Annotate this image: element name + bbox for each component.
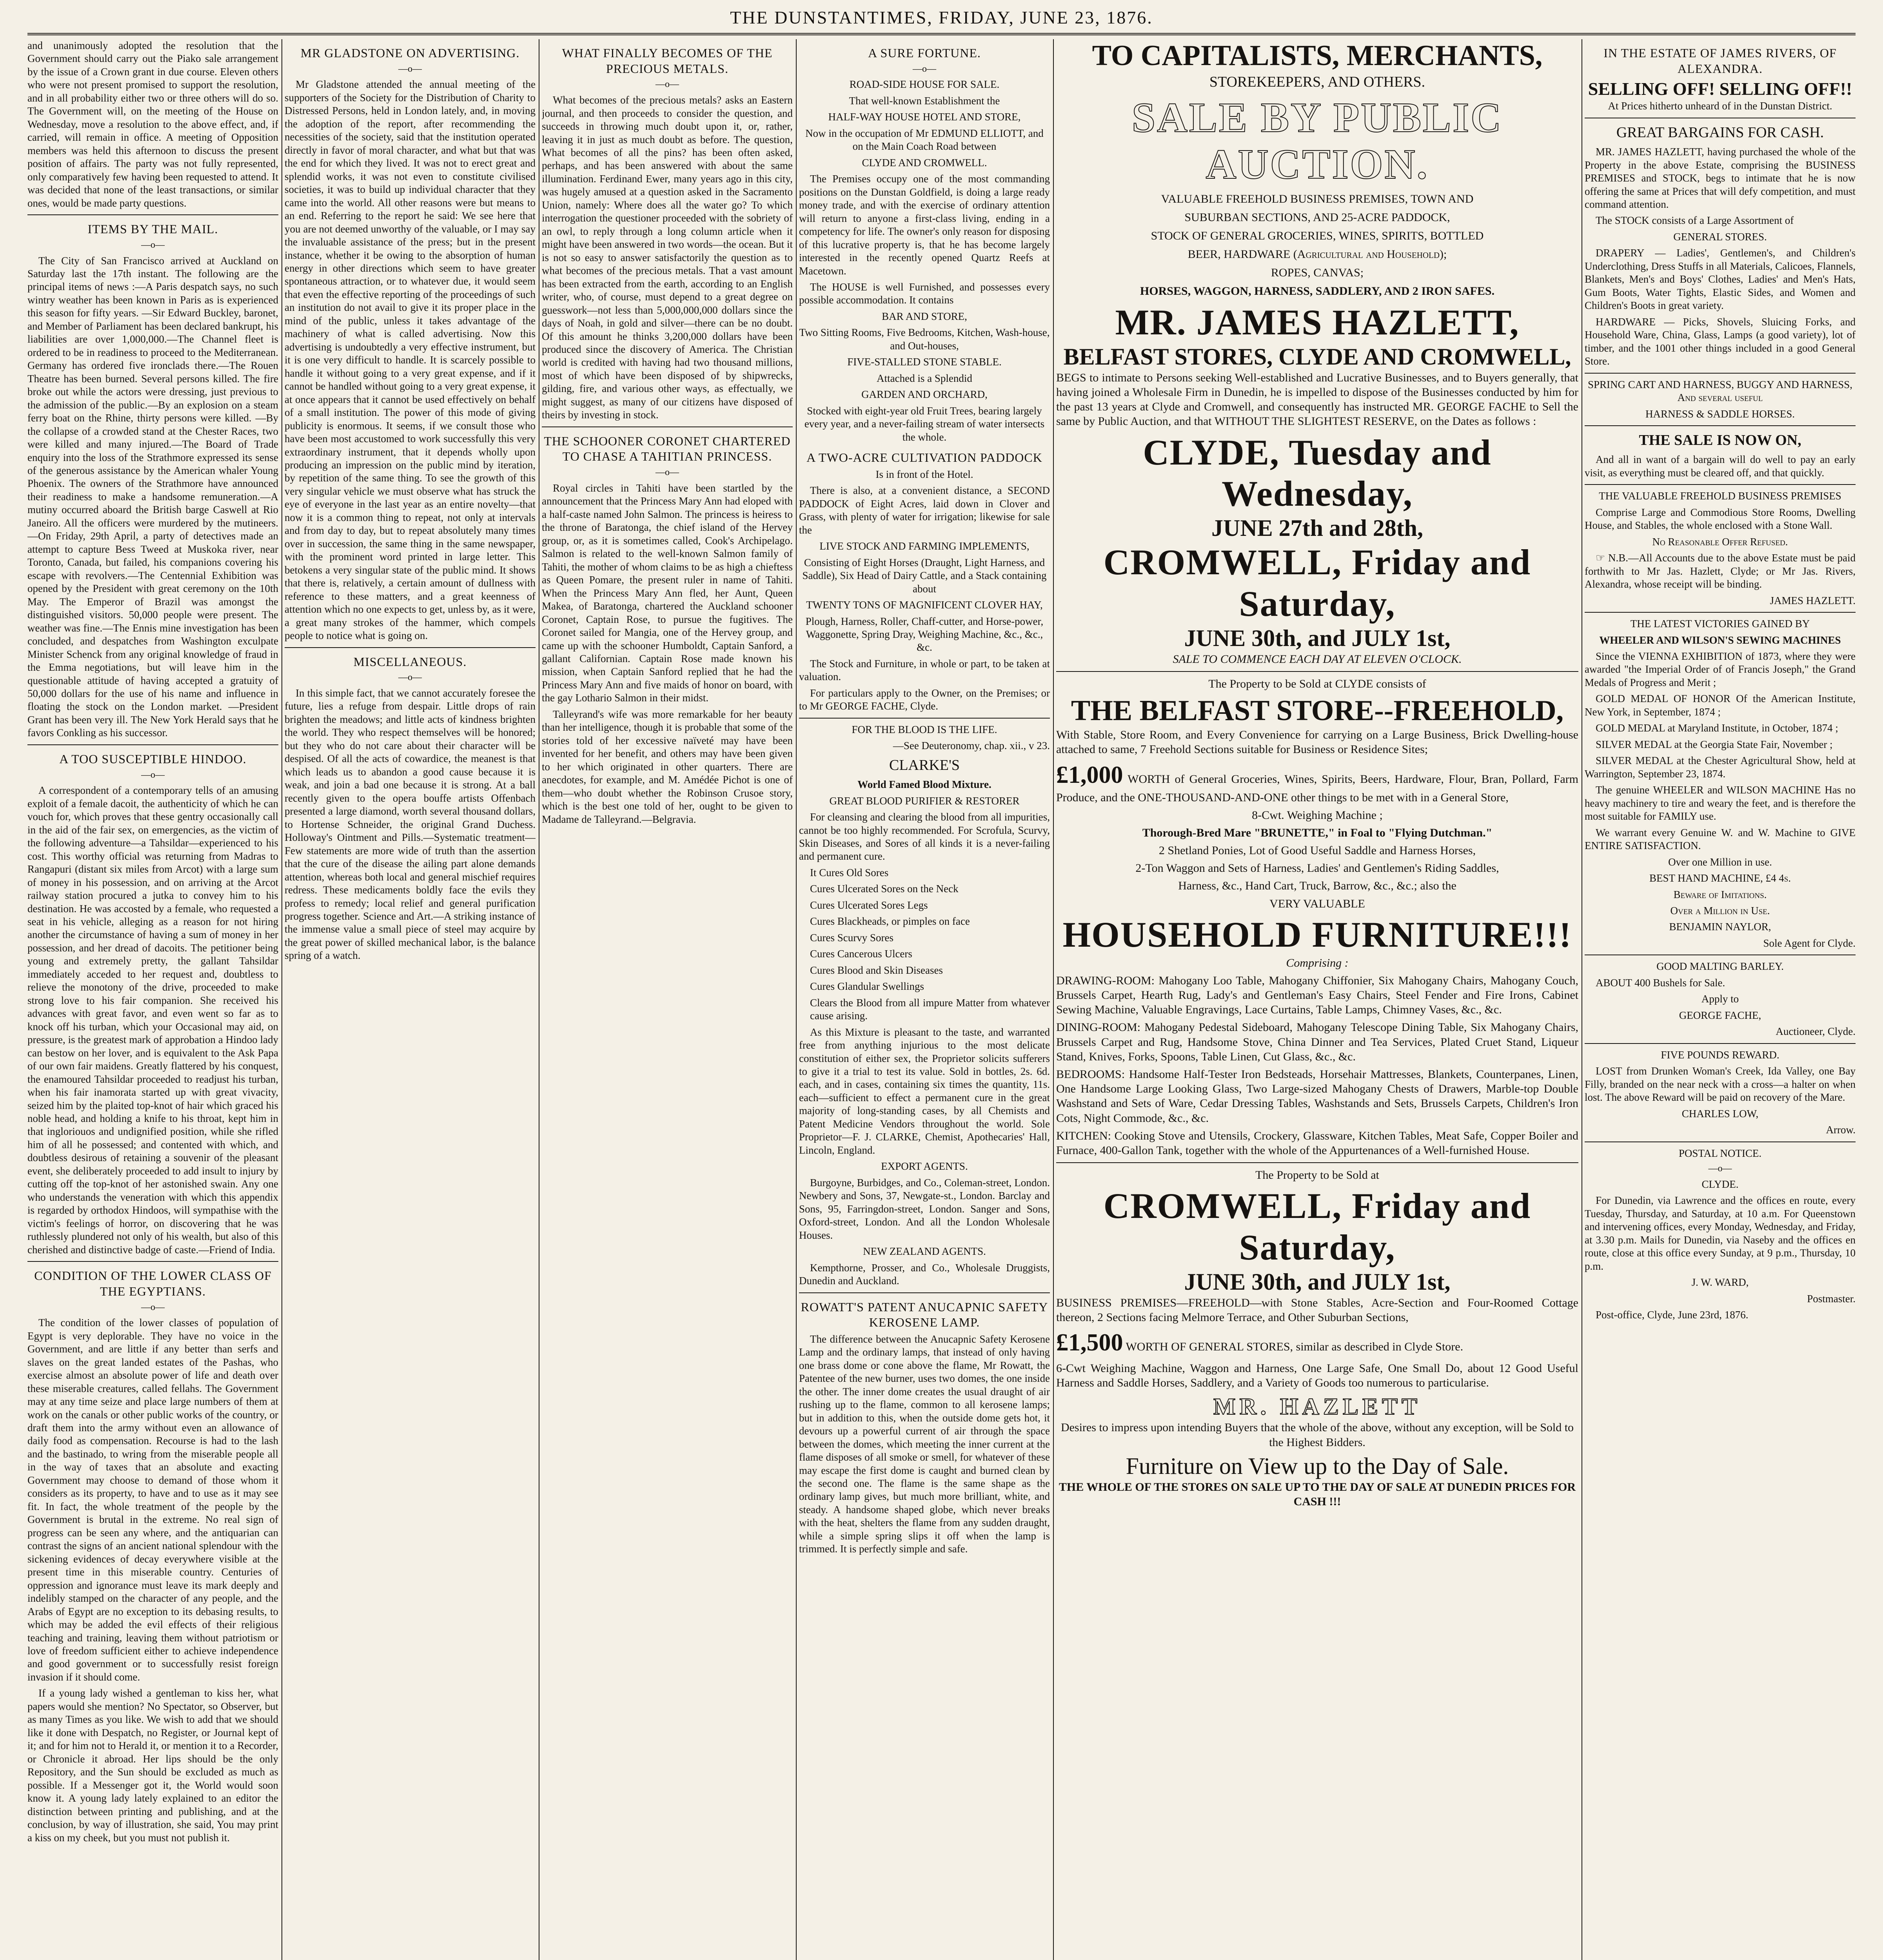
beware-imitations: Beware of Imitations. xyxy=(1673,888,1767,900)
ad-agents-body: Burgoyne, Burbidges, and Co., Coleman-street, London. Newbery and Sons, 37, Newgate-st., London. Barclay and Sons, 95, Farringdon-street, London. Sanger and Sons, Oxford-street, London. And all the London Wholesale Houses. xyxy=(799,1176,1050,1241)
column-5-auction-ad xyxy=(1056,39,1578,1960)
sale-date-cromwell: CROMWELL, Friday and Saturday, xyxy=(1103,542,1531,624)
ad-line: HORSES, WAGGON, HARNESS, SADDLERY, AND 2 IRON SAFES. xyxy=(1140,285,1495,298)
ad-subheadline: STOREKEEPERS, AND OTHERS. xyxy=(1209,74,1425,91)
ad-title-fortune: A SURE FORTUNE. xyxy=(868,46,981,60)
ad-line: GARDEN AND ORCHARD, xyxy=(861,388,988,401)
ad-line: Attached is a Splendid xyxy=(877,372,972,384)
ad-line: CLYDE AND CROMWELL. xyxy=(862,156,987,169)
freehold-premises: THE VALUABLE FREEHOLD BUSINESS PREMISES xyxy=(1599,490,1841,502)
post-office-date: Post-office, Clyde, June 23rd, 1876. xyxy=(1596,1308,1749,1321)
jw-ward: J. W. WARD, xyxy=(1691,1276,1749,1289)
ad-line: VALUABLE FREEHOLD BUSINESS PREMISES, TOWN AND xyxy=(1161,192,1474,206)
amount-1000-body: WORTH of General Groceries, Wines, Spirits, Beers, Hardware, Flour, Bran, Pollard, Farm Produce, and the ONE-THOUSAND-AND-ONE other things to be met with in a General Store, xyxy=(1056,772,1578,804)
clyde-intro: The Property to be Sold at CLYDE consists of xyxy=(1208,677,1426,690)
ad-note-stock: The Stock and Furniture, in whole or part, to be taken at valuation. xyxy=(799,657,1050,683)
george-fache: GEORGE FACHE, xyxy=(1679,1009,1761,1021)
auction-footer: THE WHOLE OF THE STORES ON SALE UP TO THE DAY OF SALE AT DUNEDIN PRICES FOR CASH !!! xyxy=(1059,1480,1576,1508)
ad-cure-item: Cures Scurvy Sores xyxy=(810,931,893,944)
ad-cure-item: Cures Ulcerated Sores Legs xyxy=(810,899,928,911)
bedrooms: BEDROOMS: Handsome Half-Tester Iron Bedsteads, Horsehair Mattresses, Blankets, Counterpanes, Linen, One Handsome Large Looking Glass, Two Large-sized Mahogany Chests of Drawers, Marble-top Double Washstand and Sets of Ware, Cedar Dressing Tables, Washstands and Sets, Brussels Carpets, Children's Iron Cots, Night Commode, &c., &c. xyxy=(1056,1067,1578,1125)
mare-brunette: Thorough-Bred Mare "BRUNETTE," in Foal to "Flying Dutchman." xyxy=(1142,826,1493,839)
article-body-misc: In this simple fact, that we cannot accurately foresee the future, lies a refuge from despair. Little drops of rain brighten the meadows; and little acts of kindness brighten the world. They who respect themselves will be honored; but they who do not care about their character will be despised. Of all the acts of cowardice, the meanest is that which leads us to abandon a good cause because it is weak, and join a bad one because it is strong. At a ball recently given to the opera bouffe artists Offenbach presented a large diamond, worth several thousand dollars, to Hortense Schneider, the original Grand Duchess. Holloway's Ointment and Pills.—Systematic treatment—Few statements are more wide of truth than the assertion that the cure of the disease the ailing part alone demands attention, whereas both local and general mischief requires redress. These medicaments boldly face the evils they profess to remedy; local relief and general purification progress together. Science and Art.—A striking instance of the immense value a small piece of steel may acquire by the great power of skilled mechanical labor, is the balance spring of a watch. xyxy=(285,687,536,962)
sale-date-cromwell-2-days: JUNE 30th, and JULY 1st, xyxy=(1184,1269,1451,1295)
sole-agent: Sole Agent for Clyde. xyxy=(1763,937,1856,949)
article-body-gladstone: Mr Gladstone attended the annual meeting of the supporters of the Society for the Distribution of Charity to Distressed Persons, held in London lately, and, in moving the adoption of the report, after recommending the necessities of the society, said that the institution operated directly in favor of moral character, and what but that was the end for which they lived. It was not to erect great and splendid works, it was not even to constitute civilised societies, it was to build up individual character that they came into the world. All other reasons were but means to an end. Referring to the report he said: We see here that you are not deemed unworthy of the valuable, or I may say the invaluable assistance of the press; but in the present instance, whether it be owing to the absorption of human energy in other directions which seem to have greater spontaneous attraction, or to whatever due, it would seem that even the effective reporting of the proceedings of such an institution do not avail to give it its proper place in the mind of the public, unless it takes advantage of the machinery of what is called advertising. Now this advertising is undoubtedly a very effective instrument, but it is one very difficult to handle. It is scarcely possible to handle it without going to a very great expense, and if it cannot be handled without going to a very great expense, it at once appears that it cannot be used effectively on behalf of a small institution. The power of this mode of giving publicity is enormous. It seems, if we consult those who have been most accustomed to work successfully this very extraordinary instrument, that it depends wholly upon producing an impression on the public mind by iteration, by repetition of the same thing. To see the growth of this very singular vehicle we must observe what has struck the eye of everyone in the last year as an entire novelty—that now it is a common thing to repeat, not only at intervals and from day to day, but to repeat absolutely many times over in succession, the same thing in the same newspaper, with the prominent word printed in large letter. This betokens a very singular state of the public mind. It shows that there is, relatively, a certain amount of dullness with reference to these matters, and a great keenness of attention which no one expects to get, unless by, as it were, a great many strokes of the hammer, which compels people to notice what is going on. xyxy=(285,78,536,642)
great-bargains: GREAT BARGAINS FOR CASH. xyxy=(1616,124,1824,141)
postal-notice: POSTAL NOTICE. xyxy=(1678,1147,1762,1159)
postal-body: For Dunedin, via Lawrence and the offices en route, every Tuesday, Thursday, and Saturday, at 10 a.m. For Queenstown and intervening offices, every Monday, Wednesday, and Friday, at 3.30 p.m. Mails for Dunedin, via Naseby and the offices en route, close at this office every Sunday, at 9 p.m., Thursday, 10 p.m. xyxy=(1585,1194,1856,1272)
prices-unheard: At Prices hitherto unheard of in the Dunstan District. xyxy=(1608,100,1832,112)
ad-line: Consisting of Eight Horses (Draught, Light Harness, and Saddle), Six Head of Dairy Cattle, and a Stack containing about xyxy=(802,556,1047,595)
auction-banner: SALE BY PUBLIC AUCTION. xyxy=(1131,94,1503,188)
ad-line: BEER, HARDWARE (Agricultural and Household); xyxy=(1188,248,1447,261)
ad-line: HALF-WAY HOUSE HOTEL AND STORE, xyxy=(828,111,1021,123)
article-body-egypt: The condition of the lower classes of population of Egypt is very deplorable. They have no voice in the Government, and are little if any better than serfs and slaves on the great landed estates of the Pashas, who exercise almost an absolute power of life and death over these miserable creatures, called fellahs. The Government may at any time seize and place large numbers of them at work on the canals or other public works of the country, or draft them into the army without even an allowance of daily food as compensation. Recourse is had to the lash and the bastinado, to wring from the miserable people all in the way of taxes that an absolute and exacting Government may choose to demand of those whom it considers as its property, to have and to use as it may see fit. In fact, the whole treatment of the people by the Government is brutal in the extreme. No real sign of progress can be seen any where, and the antiquarian can contrast the signs of an ancient national splendour with the sickening evidences of decay everywhere visible at the present time in this miserable country. Centuries of oppression and ignorance must leave its mark deeply and indelibly stamped on the character of any people, and the Arabs of Egypt are no exception to its debasing results, to which may be added the evil effects of their religious teaching and training, leaving them without patriotism or love of freedom sufficient either to achieve independence and good government or to successfully resist foreign invasion if it should come. xyxy=(27,1317,278,1683)
article-continued: and unanimously adopted the resolution that the Government should carry out the Piako sale arrangement by the issue of a Crown grant in due course. Eleven others who were not present promised to support the resolution, and in all probability either two or three others will do so. The Government will, on the meeting of the House on Wednesday, move a resolution to the above effect, and, if carried, will remain in office. A meeting of Opposition members was held this afternoon to discuss the present position of affairs. The party was not fully represented, only comparatively few having been requested to attend. It was decided that none of the least transactions, or similar ones, would be made party questions. xyxy=(27,40,278,209)
ad-line: LIVE STOCK AND FARMING IMPLEMENTS, xyxy=(819,540,1030,552)
reward-body: LOST from Drunken Woman's Creek, Ida Valley, one Bay Filly, branded on the near neck with a cross—a halter on when lost. The above Reward will be paid on recovery of the Mare. xyxy=(1585,1065,1856,1103)
drapery: DRAPERY — Ladies', Gentlemen's, and Children's Underclothing, Dress Stuffs in all Materials, Calicoes, Flannels, Blankets, Men's and Boys' Clothes, Ladies' and Men's Hats, Gum Boots, Water Tights, Elastic Sides, and Women and Children's Boots in great variety. xyxy=(1585,247,1856,312)
ad-line: Now in the occupation of Mr EDMUND ELLIOTT, and on the Main Coach Road between xyxy=(805,127,1044,152)
comprising: Comprising : xyxy=(1286,956,1349,969)
sale-date-cromwell-2: CROMWELL, Friday and Saturday, xyxy=(1103,1186,1531,1268)
ad-cure-item: Cures Glandular Swellings xyxy=(810,980,924,993)
amount-1000: £1,000 xyxy=(1056,761,1123,788)
belfast-body: With Stable, Store Room, and Every Convenience for carrying on a Large Business, Brick Dwelling-house attached to same, 7 Freehold Sections suitable for Business or Residence Sites; xyxy=(1056,728,1578,756)
ad-product-clarke: World Famed Blood Mixture. xyxy=(857,779,991,791)
ad-line: TWENTY TONS OF MAGNIFICENT CLOVER HAY, xyxy=(806,599,1043,611)
ad-title-lamp: ROWATT'S PATENT ANUCAPNIC SAFETY KEROSENE LAMP. xyxy=(801,1299,1048,1330)
ad-cure-item: It Cures Old Sores xyxy=(810,866,889,878)
shetland-ponies: 2 Shetland Ponies, Lot of Good Useful Saddle and Harness Horses, xyxy=(1158,844,1476,857)
freehold-premises-body: Comprise Large and Commodious Store Rooms, Dwelling House, and Stables, the whole enclosed with a Stone Wall. xyxy=(1585,506,1856,532)
article-title-misc: MISCELLANEOUS. xyxy=(353,654,467,669)
ad-line: ROPES, CANVAS; xyxy=(1271,266,1364,279)
article-title-princess: THE SCHOONER CORONET CHARTERED TO CHASE A TAHITIAN PRINCESS. xyxy=(544,434,791,464)
sale-date-clyde: CLYDE, Tuesday and Wednesday, xyxy=(1143,432,1492,514)
ad-body-clarke: For cleansing and clearing the blood from all impurities, cannot be too highly recommended. For Scrofula, Scurvy, Skin Diseases, and Sores of all kinds it is a never-failing and permanent cure. xyxy=(799,811,1050,862)
ad-contact-fortune: For particulars apply to the Owner, on the Premises; or to Mr GEORGE FACHE, Clyde. xyxy=(799,687,1050,712)
ad-nz-agents-body: Kempthorne, Prosser, and Co., Wholesale Druggists, Dunedin and Auckland. xyxy=(799,1261,1050,1287)
charles-low: CHARLES LOW, xyxy=(1681,1107,1759,1120)
genuine-machine: The genuine WHEELER and WILSON MACHINE Has no heavy machinery to tire and weary the feet, and is therefore the most suitable for FAMILY use. xyxy=(1585,784,1856,822)
ad-body-lamp: The difference between the Anucapnic Safety Kerosene Lamp and the ordinary lamps, that instead of only having one brass dome or cone above the flame, Mr Rowatt, the Patentee of the new burner, uses two domes, the one inside the other. The inner dome creates the usual draught of air rushing up to the flame, common to all kerosene lamps; but in addition to this, when the outside dome gets hot, it devours up a powerful current of air through the space between the domes, which meeting the inner current at the flame disposes of all smoke or smell, for whatever of these may escape the first dome is caught and burned clean by the second one. The flame is the same shape as the ordinary lamp gives, but much more brilliant, white, and steady. A handsome shaped globe, which never breaks with the heat, shelters the flame from any sudden draught, while a simple spring slips it off when the lamp is trimmed. It is perfectly simple and safe. xyxy=(799,1333,1050,1555)
amount-1500: £1,500 xyxy=(1056,1329,1123,1356)
column-2: MR GLADSTONE ON ADVERTISING. —o— Mr Gladstone attended the annual meeting of the supporters of the Society for the Distribution of Charity to Distressed Persons, held in London lately, and, in moving the adoption of the report, after recommending the necessities of the society, said that the institution operated directly in favor of moral character, and what but that was the end for which they lived. It was not to erect great and splendid works, it was not even to constitute civilised societies, it was to build up individual character that they came into the world. All other reasons were but means to an end. Referring to the report he said: We see here that you are not deemed unworthy of the valuable, or I may say the invaluable assistance of the press; but in the present instance, whether it be owing to the absorption of human energy in other directions which seem to have greater spontaneous attraction, or to whatever due, it would seem that even the effective reporting of the proceedings of such an institution do not avail to give it its proper place in the mind of the public, unless it takes advantage of the machinery of what is called advertising. Now this advertising is undoubtedly a very effective instrument, but it is one very difficult to handle. It is scarcely possible to handle it without going to a very great expense, and if it cannot be handled without going to a very great expense, it at once appears that it cannot be used effectively on behalf of a small institution. The power of this mode of giving publicity is enormous. It seems, if we consult those who have been most accustomed to work successfully this very extraordinary instrument, that it depends wholly upon producing an impression on the public mind by iteration, by repetition of the same thing. To see the growth of this very singular vehicle we must observe what has struck the eye of everyone in the last year as an entire novelty—that now it is a common thing to repeat, not only at intervals and from day to day, but to repeat absolutely many times over in succession, the same thing in the same newspaper, with the prominent word printed in large letter. This betokens a very singular state of the public mind. It shows that there is, relatively, a certain amount of dullness with reference to these matters, and a great keenness of attention which no one expects to get, unless by, as it were, a great many strokes of the hammer, which compels people to notice what is going on. MISCELLANEOUS. —o— In this simple fact, that we cannot accurately foresee the future, lies a refuge from despair. Little drops of rain brighten the meadows; and little acts of kindness brighten the world. They who respect themselves will be honored; but they who do not care about their character will be despised. Of all the acts of cowardice, the meanest is that which leads us to abandon a good cause because it is weak, and join a bad one because it is strong. At a ball recently given to the opera bouffe artists Offenbach presented a large diamond, worth several thousand dollars, to Hortense Schneider, the original Grand Duchess. Holloway's Ointment and Pills.—Systematic treatment—Few statements are more wide of truth than the assertion that the cure of the disease the ailing part alone demands attention, whereas both local and general mischief requires redress. These medicaments boldly face the evils they profess to remedy; local relief and general purification progress together. Science and Art.—A striking instance of the immense value a small piece of steel may acquire by the great power of skilled mechanical labor, is the balance spring of a watch. xyxy=(285,39,536,1960)
selling-off: SELLING OFF! SELLING OFF!! xyxy=(1588,79,1852,99)
ad-body-fortune: The Premises occupy one of the most commanding positions on the Dunstan Goldfield, is doing a large ready money trade, and with the exercise of ordinary attention will return to anyone a first-class living, ending in a competency for life. The owner's only reason for disposing of this lucrative property is, that he has become largely interested in the recently opened Quartz Reefs at Macetown. xyxy=(799,173,1050,277)
nb-accounts: ☞ N.B.—All Accounts due to the above Estate must be paid forthwith to Mr Jas. Hazlett, Clyde; or Mr Jas. Rivers, Alexandra, whose receipt will be binding. xyxy=(1585,552,1856,590)
silver-medal: SILVER MEDAL at the Georgia State Fair, November ; xyxy=(1596,738,1833,750)
column-divider xyxy=(796,39,797,1960)
benjamin-naylor: BENJAMIN NAYLOR, xyxy=(1669,921,1771,933)
waggon-harness: 2-Ton Waggon and Sets of Harness, Ladies' and Gentlemen's Riding Saddles, xyxy=(1135,862,1499,875)
kitchen: KITCHEN: Cooking Stove and Utensils, Crockery, Glassware, Kitchen Tables, Meat Safe, Copper Boiler and Furnace, 400-Gallon Tank, together with the whole of the Appurtenances of a Well-furnished House. xyxy=(1056,1129,1578,1157)
masthead: THE DUNSTANTIMES, FRIDAY, JUNE 23, 1876. xyxy=(730,7,1153,27)
seller-name: MR. JAMES HAZLETT, xyxy=(1115,302,1520,343)
ad-more-clarke: As this Mixture is pleasant to the taste, and warranted free from anything injurious to the most delicate constitution of either sex, the Proprietor solicits sufferers to give it a trial to test its value. Sold in bottles, 2s. 6d. each, and in cases, containing six times the quantity, 11s. each—sufficient to effect a permanent cure in the great majority of long-standing cases, by all Chemists and Patent Medicine Vendors throughout the world. Sole Proprietor—F. J. CLARKE, Chemist, Apothecaries' Hall, Lincoln, England. xyxy=(799,1026,1050,1156)
amount-1500-body: WORTH OF GENERAL STORES, similar as described in Clyde Store. xyxy=(1126,1340,1464,1354)
harness-cart: Harness, &c., Hand Cart, Truck, Barrow, &c., &c.; also the xyxy=(1178,879,1456,893)
ad-cure-item: Clears the Blood from all impure Matter from whatever cause arising. xyxy=(810,996,1050,1022)
belfast-store: THE BELFAST STORE--FREEHOLD, xyxy=(1071,695,1564,727)
article-body-princess: Royal circles in Tahiti have been startled by the announcement that the Princess Mary Ann had eloped with a half-caste named John Salmon. The princess is heiress to the throne of Baratonga, the chief island of the Hervey group, or, as it is sometimes called, Cook's Archipelago. Salmon is related to the well-known Salmon family of Tahiti, the mother of whom claims to be as high a chieftess as Queen Pomare, the present ruler in name of Tahiti. When the Princess Mary Ann fled, her Aunt, Queen Makea, of Baratonga, chartered the Auckland schooner Coronet, Captain Rose, to pursue the fugitives. The Coronet sailed for Mangia, one of the Hervey group, and came up with the schooner Humboldt, Captain Sanford, a gallant Californian. Captain Rose made known his mission, when Captain Sanford replied that he had the Princess Mary Ann and five maids of honor on board, with the gay Lothario Salmon in their midst. xyxy=(542,482,793,704)
malting-barley: GOOD MALTING BARLEY. xyxy=(1656,960,1784,973)
reward-title: FIVE POUNDS REWARD. xyxy=(1661,1049,1779,1061)
postal-clyde: CLYDE. xyxy=(1701,1178,1739,1190)
signed-hazlett: JAMES HAZLETT. xyxy=(1770,594,1856,606)
pointing-hand-icon: ☞ xyxy=(1596,552,1605,564)
latest-victories: THE LATEST VICTORIES GAINED BY xyxy=(1630,618,1810,630)
weighing-machine: 8-Cwt. Weighing Machine ; xyxy=(1252,808,1383,822)
column-1: and unanimously adopted the resolution that the Government should carry out the Piako sale arrangement by the issue of a Crown grant in due course. Eleven others who were not present promised to support the resolution, and in all probability either two or three others will do so. The Government will, on the meeting of the House on Wednesday, move a resolution to the above effect, and, if carried, will remain in office. A meeting of Opposition members was held this afternoon to discuss the present position of affairs. The party was not fully represented, only comparatively few having been requested to attend. It was decided that none of the least transactions, or similar ones, would be made party questions. ITEMS BY THE MAIL. —o— The City of San Francisco arrived at Auckland on Saturday last the 17th instant. The following are the principal items of news :—A Paris despatch says, no such wintry weather has been known in Paris as is experienced this season for fifty years. —Sir Edward Buckley, baronet, and Member of Parliament has been declared bankrupt, his liabilities are over 1,000,000.—The Channel fleet is ordered to be in readiness to proceed to the Mediterranean. Germany has ordered five ironclads there.—The Rouen Theatre has been burned. Several persons killed. The fire broke out while the actors were dressing, just previous to the admission of the public.—By an explosion on a steam ferry boat on the Rhine, thirty persons were killed. —By the collapse of a crowded stand at the Chester Races, two were killed and many injured.—The Board of Trade enquiry into the loss of the Strathmore expressed its sense of the generous assistance by the American whaler Young Phoenix. The owners of the Strathmore have announced their readiness to make a handsome remuneration.—A mutiny occurred aboard the British barge Caswell at Rio Janeiro. All the officers were murdered by the mutineers.—On Friday, 29th April, a party of detectives made an attempt to capture Bess Tweed at Muskoka river, near Toronto, Canada, but failed, his companions covering his escape with revolvers.—The Centennial Exhibition was opened by the President with great ceremony on the 10th May. The Emperor of Brazil was amongst the distinguished visitors. 50,000 people were present. The weather was fine.—The Ennis mine investigation has been concluded, and despatches from Washington exculpate Minister Schenck from any original knowledge of fraud in the Emma negotiations, but will leave him in the questionable attitude of having accepted a gratuity of 50,000 dollars for the use of his name and influence in floating the stock on the London market. —President Grant has been very ill. The New York Herald says that he favors Conkling as his successor. A TOO SUSCEPTIBLE HINDOO. —o— A correspondent of a contemporary tells of an amusing exploit of a female dacoit, the authenticity of which he can vouch for, which proves that these gentry occasionally call in the aid of the fair sex, on emergencies, as the victim of the following adventure—a Tahsildar—experienced to his cost. This worthy official was returning from Madras to Rangapuri (distant six miles from Arcot) with a large sum of money in his possession, and on arriving at the Arcot railway station procured a jutka to convey him to his destination. He was accosted by a female, who requested a seat in his vehicle, alleging as a reason for not hiring another the circumstance of having a sum of money in her possession, and her dread of dacoits. The petitioner being young and extremely pretty, the gallant Tahsildar immediately acceded to her request and, doubtless to relieve the monotony of the drive, proceeded to make strong love to his fair companion. She received his advances with great favor, and even went so far as to knock off his turban, which your Occasional may aid, on pressure, is the greatest mark of approbation a Hindoo lady can bestow on her lover, and is equivalent to the Ask Papa of our own fair maidens. Greatly flattered by his conquest, the enamoured Tahsildar proceeded to readjust his turban, when his fair inamorata started up with great vivacity, seized him by the plaited top-knot of hair which graced his noble head, and holding a knife to his throat, kept him in that ingloriouos and undignified position, while she rifled him of all he possessed; and contented with which, and doubtless desirous of retaining a souvenir of the pleasant event, she deliberately proceeded to add insult to injury by cutting off the top-knot of her astonished swain. Any one who understands the veneration with which this appendix is regarded by orthodox Hindoos, will sympathise with the victim's feelings of horror, on discovering that he was ruthlessly plundered not only of his wealth, but also of this cherished and distinctive badge of caste.—Friend of India. CONDITION OF THE LOWER CLASS OF THE EGYPTIANS. —o— The condition of the lower classes of population of Egypt is very deplorable. They have no voice in the Government, and are little if any better than serfs and slaves on the great landed estates of the Pashas, who exercise almost an absolute power of life and death over these miserable creatures, called fellahs. The Government may at any time seize and place large numbers of them at work on the canals or other public works of the country, or draft them into the army without even an allowance of daily food as compensation. Recourse is had to the lash and the bastinado, to wring from the miserable people all in the way of taxes that an absolute and exacting Government may choose to demand of those whom it considers as its property, to have and to use as it may see fit. In fact, the whole treatment of the people by the Government is brutal in the extreme. No real sign of progress can be seen any where, and the antiquarian can contrast the signs of an ancient national splendour with the sickening evidences of decay everywhere visible at the present time in this miserable country. Centuries of oppression and ignorance must leave its mark deeply and indelibly stamped on the character of any people, and the Arabs of Egypt are no exception to its debasing results, to which may be added the evil effects of their religious teaching and training, leaving them without patriotism or love of freedom sufficient either to achieve independence and good government or to successfully resist foreign invasion if it should come. If a young lady wished a gentleman to kiss her, what papers would she mention? No Spectator, so Observer, but as many Times as you like. We wish to add that we should like it done with Despatch, no Register, or Journal kept of it; and for him not to Herald it, or mention it to a Recorder, or Chronicle it abroad. Her lips should be the only Repository, and the Sun should be excluded as much as possible. If a Messenger got it, the World would soon know it. A young lady lately explained to an editor the distinction between printing and publishing, and at the conclusion, by way of illustration, she said, You may print a kiss on my cheek, but you must not publish it. xyxy=(27,39,278,1960)
ad-cure-item: Cures Blackheads, or pimples on face xyxy=(810,915,970,927)
ad-title-paddock: A TWO-ACRE CULTIVATION PADDOCK xyxy=(806,450,1042,465)
apply-to: Apply to xyxy=(1701,993,1739,1005)
article-body-mail: The City of San Francisco arrived at Auckland on Saturday last the 17th instant. The following are the principal items of news :—A Paris despatch says, no such wintry weather has been known in Paris as is experienced this season for fifty years. —Sir Edward Buckley, baronet, and Member of Parliament has been declared bankrupt, his liabilities are over 1,000,000.—The Channel fleet is ordered to be in readiness to proceed to the Mediterranean. Germany has ordered five ironclads there.—The Rouen Theatre has been burned. Several persons killed. The fire broke out while the actors were dressing, just previous to the admission of the public.—By an explosion on a steam ferry boat on the Rhine, thirty persons were killed. —By the collapse of a crowded stand at the Chester Races, two were killed and many injured.—The Board of Trade enquiry into the loss of the Strathmore expressed its sense of the generous assistance by the American whaler Young Phoenix. The owners of the Strathmore have announced their readiness to make a handsome remuneration.—A mutiny occurred aboard the British barge Caswell at Rio Janeiro. All the officers were murdered by the mutineers.—On Friday, 29th April, a party of detectives made an attempt to capture Bess Tweed at Muskoka river, near Toronto, Canada, but failed, his companions covering his escape with revolvers.—The Centennial Exhibition was opened by the President with great ceremony on the 10th May. The Emperor of Brazil was amongst the distinguished visitors. 50,000 people were present. The weather was fine.—The Ennis mine investigation has been concluded, and despatches from Washington exculpate Minister Schenck from any original knowledge of fraud in the Emma negotiations, but will leave him in the questionable attitude of having accepted a gratuity of 50,000 dollars for the use of his name and influence in floating the stock on the London market. —President Grant has been very ill. The New York Herald says that he favors Conkling as his successor. xyxy=(27,254,278,739)
ad-line: Two Sitting Rooms, Five Bedrooms, Kitchen, Wash-house, and Out-houses, xyxy=(799,327,1050,352)
arrow: Arrow. xyxy=(1826,1124,1856,1136)
spring-cart: SPRING CART AND HARNESS, BUGGY AND HARNESS, And several useful xyxy=(1588,378,1852,404)
article-closing: If a young lady wished a gentleman to kiss her, what papers would she mention? No Spectator, so Observer, but as many Times as you like. We wish to add that we should like it done with Despatch, no Register, or Journal kept of it; and for him not to Herald it, or mention it to a Recorder, or Chronicle it abroad. Her lips should be the only Repository, and the Sun should be excluded as much as possible. If a Messenger got it, the World would soon know it. A young lady lately explained to an editor the distinction between printing and publishing, and at the conclusion, by way of illustration, she said, You may print a kiss on my cheek, but you must not publish it. xyxy=(27,1687,278,1844)
ad-subtitle-fortune: ROAD-SIDE HOUSE FOR SALE. xyxy=(849,78,1000,91)
ad-agents-title: EXPORT AGENTS. xyxy=(881,1160,968,1172)
ad-line: SUBURBAN SECTIONS, AND 25-ACRE PADDOCK, xyxy=(1184,211,1450,224)
sale-now-on: THE SALE IS NOW ON, xyxy=(1639,432,1801,448)
sale-date-clyde-days: JUNE 27th and 28th, xyxy=(1211,515,1424,541)
sale-date-cromwell-days: JUNE 30th, and JULY 1st, xyxy=(1184,625,1451,651)
ad-line: FIVE-STALLED STONE STABLE. xyxy=(847,356,1002,368)
ad-line: STOCK OF GENERAL GROCERIES, WINES, SPIRITS, BOTTLED xyxy=(1151,229,1484,243)
column-divider xyxy=(1053,39,1054,1960)
wheeler-wilson: WHEELER AND WILSON'S SEWING MACHINES xyxy=(1599,634,1841,646)
masthead-rule xyxy=(27,33,1856,35)
ad-body-paddock: There is also, at a convenient distance, a SECOND PADDOCK of Eight Acres, laid down in Clover and Grass, with plenty of water for irrigation; likewise for sale the xyxy=(799,485,1050,536)
ad-line: Stocked with eight-year old Fruit Trees, bearing largely every year, and a never-failing stream of water intersects the whole. xyxy=(804,405,1045,443)
million-in-use: Over one Million in use. xyxy=(1668,856,1772,868)
ad-headline: TO CAPITALISTS, MERCHANTS, xyxy=(1092,40,1543,72)
postmaster: Postmaster. xyxy=(1807,1292,1856,1305)
cromwell-intro: The Property to be Sold at xyxy=(1255,1169,1379,1182)
ad-line: BAR AND STORE, xyxy=(882,310,967,322)
ad-tagline-clarke: GREAT BLOOD PURIFIER & RESTORER xyxy=(829,795,1020,807)
warrant: We warrant every Genuine W. and W. Machine to GIVE ENTIRE SATISFACTION. xyxy=(1585,826,1856,852)
cromwell-premises: BUSINESS PREMISES—FREEHOLD—with Stone Stables, Acre-Section and Four-Roomed Cottage thereon, 2 Sections facing Melmore Terrace, and Other Suburban Sections, xyxy=(1056,1296,1578,1324)
column-6: IN THE ESTATE OF JAMES RIVERS, OF ALEXANDRA. SELLING OFF! SELLING OFF!! At Prices hitherto unheard of in the Dunstan District. GREAT BARGAINS FOR CASH. MR. JAMES HAZLETT, having purchased the whole of the Property in the above Estate, comprising the BUSINESS PREMISES and STOCK, begs to intimate that he is now offering the same at Prices that will defy competition, and must command attention. The STOCK consists of a Large Assortment of GENERAL STORES. DRAPERY — Ladies', Gentlemen's, and Children's Underclothing, Dress Stuffs in all Materials, Calicoes, Flannels, Blankets, Men's and Boys' Clothes, Ladies' and Men's Hats, Gum Boots, Water Tights, Elastic Sides, and Women and Children's Boots in great variety. HARDWARE — Picks, Shovels, Sluicing Forks, and Household Ware, China, Glass, Lamps (a good variety), lot of timber, and the 1001 other things included in a good General Store. SPRING CART AND HARNESS, BUGGY AND HARNESS, And several useful HARNESS & SADDLE HORSES. THE SALE IS NOW ON, And all in want of a bargain will do well to pay an early visit, as everything must be cleared off, and that quickly. THE VALUABLE FREEHOLD BUSINESS PREMISES Comprise Large and Commodious Store Rooms, Dwelling House, and Stables, the whole enclosed with a Stone Wall. No Reasonable Offer Refused. ☞ N.B.—All Accounts due to the above Estate must be paid forthwith to Mr Jas. Hazlett, Clyde; or Mr Jas. Rivers, Alexandra, whose receipt will be binding. JAMES HAZLETT. THE LATEST VICTORIES GAINED BY WHEELER AND WILSON'S SEWING MACHINES Since the VIENNA EXHIBITION of 1873, where they were awarded "the Imperial Order of of Francis Joseph," the Grand Medals of Progress and Merit ; GOLD MEDAL OF HONOR Of the American Institute, New York, in September, 1874 ; GOLD MEDAL at Maryland Institute, in October, 1874 ; SILVER MEDAL at the Georgia State Fair, November ; SILVER MEDAL at the Chester Agricultural Show, held at Warrington, September 23, 1874. The genuine WHEELER and WILSON MACHINE Has no heavy machinery to tire and weary the feet, and is therefore the most suitable for FAMILY use. We warrant every Genuine W. and W. Machine to GIVE ENTIRE SATISFACTION. Over one Million in use. BEST HAND MACHINE, £4 4s. Beware of Imitations. Over a Million in Use. BENJAMIN NAYLOR, Sole Agent for Clyde. GOOD MALTING BARLEY. ABOUT 400 Bushels for Sale. Apply to GEORGE FACHE, Auctioneer, Clyde. FIVE POUNDS REWARD. LOST from Drunken Woman's Creek, Ida Valley, one Bay Filly, branded on the near neck with a cross—a halter on when lost. The above Reward will be paid on recovery of the Mare. CHARLES LOW, Arrow. POSTAL NOTICE. —o— CLYDE. For Dunedin, via Lawrence and the offices en route, every Tuesday, Thursday, and Saturday, at 10 a.m. For Queenstown and intervening offices, every Monday, Wednesday, and Friday, at 3.30 p.m. Mails for Dunedin, via Naseby and the offices en route, close at this office every Sunday, at 9 p.m., Thursday, 10 p.m. J. W. WARD, Postmaster. Post-office, Clyde, June 23rd, 1876. xyxy=(1585,39,1856,1960)
sale-commence: SALE TO COMMENCE EACH DAY AT ELEVEN O'CLOCK. xyxy=(1173,652,1462,666)
chester: SILVER MEDAL at the Chester Agricultural Show, held at Warrington, September 23, 1874. xyxy=(1585,755,1856,780)
best-hand-machine: BEST HAND MACHINE, £4 4s. xyxy=(1649,872,1791,884)
column-3: WHAT FINALLY BECOMES OF THE PRECIOUS METALS. —o— What becomes of the precious metals? asks an Eastern journal, and then proceeds to consider the question, and succeeds in throwing much doubt upon it, or, rather, leaving it in just as much doubt as before. The question, What becomes of all the pins? has been often asked, perhaps, and has been answered with about the same illumination. Ferdinand Ewer, many years ago in this city, was hugely amused at a question asked in the Sacramento Union, namely: Where does all the water go? To which interrogation the questioner proceeded with the sobriety of an owl, to reply through a long column article when it might have been answered in two words—the ocean. But it is not so easy to answer satisfactorily the question as to what becomes of the precious metals. That a vast amount has been extracted from the earth, according to an English writer, who, of course, must depend to a great degree on guesswork—not less than 5,000,000,000 dollars since the days of Noah, in gold and silver—there can be no doubt. Of this amount he thinks 3,200,000 dollars have been produced since the discovery of America. The Christian world is credited with having had two thousand millions, most of which have been disposed of by shipwrecks, gilding, fire, and various other ways, as effectually, we might suggest, as many of our citizens have disposed of theirs by investing in stock. THE SCHOONER CORONET CHARTERED TO CHASE A TAHITIAN PRINCESS. —o— Royal circles in Tahiti have been startled by the announcement that the Princess Mary Ann had eloped with a half-caste named John Salmon. The princess is heiress to the throne of Baratonga, the chief island of the Hervey group, or, as it is sometimes called, Cook's Archipelago. Salmon is related to the well-known Salmon family of Tahiti, the mother of whom claims to be as high a chieftess as Queen Pomare, the present ruler in name of Tahiti. When the Princess Mary Ann fled, her Aunt, Queen Makea, of Baratonga, chartered the Auckland schooner Coronet, Captain Rose, to pursue the fugitives. The Coronet sailed for Mangia, one of the Hervey group, and came up with the schooner Humboldt, Captain Sanford, a gallant Californian. Captain Rose made known his mission, when Captain Sanford replied that he had the Princess Mary Ann and five maids of honor on board, with the gay Lothario Salmon in their midst. Talleyrand's wife was more remarkable for her beauty than her intelligence, though it is probable that some of the stories told of her excessive naïveté may have been invented for her benefit, and others may have been given to her which originated in other quarters. There are anecdotes, for example, and M. Amédée Pichot is one of them—who doubt whether the Robinson Crusoe story, which is the best one told of her, ought to be given to Madame de Talleyrand.—Belgravia. xyxy=(542,39,793,1960)
ad-subtitle-paddock: Is in front of the Hotel. xyxy=(875,468,973,480)
ad-body-house: The HOUSE is well Furnished, and possesses every possible accommodation. It contains xyxy=(799,281,1050,306)
dining-room: DINING-ROOM: Mahogany Pedestal Sideboard, Mahogany Telescope Dining Table, Six Mahogany Chairs, Brussels Carpet and Rug, Handsome Stove, China Dinner and Tea Services, Plated Cruet Stand, Liqueur Stand, Knives, Forks, Spoons, Table Linen, Cut Glass, &c., &c. xyxy=(1056,1021,1578,1063)
drawing-room: DRAWING-ROOM: Mahogany Loo Table, Mahogany Chiffonier, Six Mahogany Chairs, Mahogany Couch, Brussels Carpet, Hearth Rug, Lady's and Gentleman's Easy Chairs, Steel Fender and Fire Irons, Cabinet Sewing Machine, Valuable Engravings, Lace Curtains, Table Lamps, Chimney Vases, &c., &c. xyxy=(1056,974,1578,1016)
barley-bushels: ABOUT 400 Bushels for Sale. xyxy=(1596,976,1725,989)
article-title-egypt: CONDITION OF THE LOWER CLASS OF THE EGYPTIANS. xyxy=(34,1269,272,1298)
ad-line: That well-known Establishment the xyxy=(849,94,1000,107)
article-title-mail: ITEMS BY THE MAIL. xyxy=(87,222,218,236)
stock-intro: The STOCK consists of a Large Assortment of xyxy=(1596,214,1794,227)
mr-hazlett: MR. HAZLETT xyxy=(1213,1394,1422,1420)
ad-cure-item: Cures Blood and Skin Diseases xyxy=(810,964,943,976)
ad-line: Plough, Harness, Roller, Chaff-cutter, and Horse-power, Waggonette, Spring Dray, Weighing Machine, &c., &c., &c. xyxy=(805,615,1044,653)
household-furniture: HOUSEHOLD FURNITURE!!! xyxy=(1062,914,1572,955)
gold-medal: GOLD MEDAL OF HONOR Of the American Institute, New York, in September, 1874 ; xyxy=(1585,693,1856,718)
ad-quote-blood: FOR THE BLOOD IS THE LIFE. xyxy=(852,723,997,735)
highest-bidders: Desires to impress upon intending Buyers that the whole of the above, without any exception, will be Sold to the Highest Bidders. xyxy=(1060,1421,1574,1449)
seller-stores: BELFAST STORES, CLYDE AND CROMWELL, xyxy=(1063,343,1571,370)
article-body-metals: What becomes of the precious metals? asks an Eastern journal, and then proceeds to consider the question, and succeeds in throwing much doubt upon it, or, rather, leaving it in just as much doubt as before. The question, What becomes of all the pins? has been often asked, perhaps, and has been answered with about the same illumination. Ferdinand Ewer, many years ago in this city, was hugely amused at a question asked in the Sacramento Union, namely: Where does all the water go? To which interrogation the questioner proceeded with the sobriety of an owl, to reply through a long column article when it might have been answered in two words—the ocean. But it is not so easy to answer satisfactorily the question as to what becomes of the precious metals. That a vast amount has been extracted from the earth, according to an English writer, who, of course, must depend to a great degree on guesswork—not less than 5,000,000,000 dollars since the days of Noah, in gold and silver—there can be no doubt. Of this amount he thinks 3,200,000 dollars have been produced since the discovery of America. The Christian world is credited with having had two thousand millions, most of which have been disposed of by shipwrecks, gilding, fire, and various other ways, as effectually, we might suggest, as many of our citizens have disposed of theirs by investing in stock. xyxy=(542,94,793,421)
article-title-metals: WHAT FINALLY BECOMES OF THE PRECIOUS METALS. xyxy=(562,46,773,76)
very-valuable: VERY VALUABLE xyxy=(1269,897,1365,910)
over-million: Over a Million in Use. xyxy=(1670,904,1770,916)
column-4: A SURE FORTUNE. —o— ROAD-SIDE HOUSE FOR SALE. That well-known Establishment the HALF-WAY HOUSE HOTEL AND STORE, Now in the occupation of Mr EDMUND ELLIOTT, and on the Main Coach Road between CLYDE AND CROMWELL. The Premises occupy one of the most commanding positions on the Dunstan Goldfield, is doing a large ready money trade, and with the exercise of ordinary attention will return to anyone a first-class living, ending in a competency for life. The owner's only reason for disposing of this lucrative property is, that he has become largely interested in the recently opened Quartz Reefs at Macetown. The HOUSE is well Furnished, and possesses every possible accommodation. It contains BAR AND STORE, Two Sitting Rooms, Five Bedrooms, Kitchen, Wash-house, and Out-houses, FIVE-STALLED STONE STABLE. Attached is a Splendid GARDEN AND ORCHARD, Stocked with eight-year old Fruit Trees, bearing largely every year, and a never-failing stream of water intersects the whole. A TWO-ACRE CULTIVATION PADDOCK Is in front of the Hotel. There is also, at a convenient distance, a SECOND PADDOCK of Eight Acres, laid down in Clover and Grass, with plenty of water for irrigation; likewise for sale the LIVE STOCK AND FARMING IMPLEMENTS, Consisting of Eight Horses (Draught, Light Harness, and Saddle), Six Head of Dairy Cattle, and a Stack containing about TWENTY TONS OF MAGNIFICENT CLOVER HAY, Plough, Harness, Roller, Chaff-cutter, and Horse-power, Waggonette, Spring Dray, Weighing Machine, &c., &c., &c. The Stock and Furniture, in whole or part, to be taken at valuation. For particulars apply to the Owner, on the Premises; or to Mr GEORGE FACHE, Clyde. FOR THE BLOOD IS THE LIFE. —See Deuteronomy, chap. xii., v 23. CLARKE'S World Famed Blood Mixture. GREAT BLOOD PURIFIER & RESTORER For cleansing and clearing the blood from all impurities, cannot be too highly recommended. For Scrofula, Scurvy, Skin Diseases, and Sores of all kinds it is a never-failing and permanent cure. It Cures Old Sores Cures Ulcerated Sores on the Neck Cures Ulcerated Sores Legs Cures Blackheads, or pimples on face Cures Scurvy Sores Cures Cancerous Ulcers Cures Blood and Skin Diseases Cures Glandular Swellings Clears the Blood from all impure Matter from whatever cause arising. As this Mixture is pleasant to the taste, and warranted free from anything injurious to the most delicate constitution of either sex, the Proprietor solicits sufferers to give it a trial to test its value. Sold in bottles, 2s. 6d. each, and in cases, containing six times the quantity, 11s. each—sufficient to effect a permanent cure in the great majority of long-standing cases, by all Chemists and Patent Medicine Vendors throughout the world. Sole Proprietor—F. J. CLARKE, Chemist, Apothecaries' Hall, Lincoln, England. EXPORT AGENTS. Burgoyne, Burbidges, and Co., Coleman-street, London. Newbery and Sons, 37, Newgate-st., London. Barclay and Sons, 95, Farringdon-street, London. Sanger and Sons, Oxford-street, London. And all the London Wholesale Houses. NEW ZEALAND AGENTS. Kempthorne, Prosser, and Co., Wholesale Druggists, Dunedin and Auckland. ROWATT'S PATENT ANUCAPNIC SAFETY KEROSENE LAMP. The difference between the Anucapnic Safety Kerosene Lamp and the ordinary lamps, that instead of only having one brass dome or cone above the flame, Mr Rowatt, the Patentee of the new burner, uses two domes, the one inside the other. The inner dome creates the usual draught of air rushing up to the flame, common to all kerosene lamps; but in addition to this, when the outside dome gets hot, it devours up a powerful current of air through the space between the domes, which meeting the inner current at the flame disposes of all smoke or smell, for whatever of these may escape the first dome is caught and burned clean by the second one. The flame is the same shape as the ordinary lamp gives, but much more brilliant, white, and steady. A handsome shaped globe, which never breaks with the heat, shelters the flame from any sudden draught, while a simple spring slips it off when the lamp is trimmed. It is perfectly simple and safe. xyxy=(799,39,1050,1960)
ad-nz-agents-title: NEW ZEALAND AGENTS. xyxy=(863,1245,986,1258)
auctioneer-clyde: Auctioneer, Clyde. xyxy=(1776,1025,1856,1038)
maryland: GOLD MEDAL at Maryland Institute, in October, 1874 ; xyxy=(1596,722,1838,734)
article-body-hindoo: A correspondent of a contemporary tells of an amusing exploit of a female dacoit, the authenticity of which he can vouch for, which proves that these gentry occasionally call in the aid of the fair sex, on emergencies, as the victim of the following adventure—a Tahsildar—experienced to his cost. This worthy official was returning from Madras to Rangapuri (distant six miles from Arcot) with a large sum of money in his possession, and on arriving at the Arcot railway station procured a jutka to convey him to his destination. He was accosted by a female, who requested a seat in his vehicle, alleging as a reason for not hiring another the circumstance of having a sum of money in her possession, and her dread of dacoits. The petitioner being young and extremely pretty, the gallant Tahsildar immediately acceded to her request and, doubtless to relieve the monotony of the drive, proceeded to make strong love to his fair companion. She received his advances with great favor, and even went so far as to knock off his turban, which your Occasional may aid, on pressure, is the greatest mark of approbation a Hindoo lady can bestow on her lover, and is equivalent to the Ask Papa of our own fair maidens. Greatly flattered by his conquest, the enamoured Tahsildar proceeded to readjust his turban, when his fair inamorata started up with great vivacity, seized him by the plaited top-knot of hair which graced his noble head, and holding a knife to his throat, kept him in that ingloriouos and undignified position, while she rifled him of all he possessed; and contented with which, and doubtless desirous of retaining a souvenir of the pleasant event, she deliberately proceeded to add insult to injury by cutting off the top-knot of her astonished swain. Any one who understands the veneration with which this appendix is regarded by orthodox Hindoos, will sympathise with the victim's feelings of horror, on discovering that he was ruthlessly plundered not only of his wealth, but also of this cherished and distinctive badge of caste.—Friend of India. xyxy=(27,784,278,1256)
article-title-gladstone: MR GLADSTONE ON ADVERTISING. xyxy=(300,46,520,60)
article-body-talleyrand: Talleyrand's wife was more remarkable for her beauty than her intelligence, though it is probable that some of the stories told of her excessive naïveté may have been invented for her benefit, and others may have been given to her which originated in other quarters. There are anecdotes, for example, and M. Amédée Pichot is one of them—who doubt whether the Robinson Crusoe story, which is the best one told of her, ought to be given to Madame de Talleyrand.—Belgravia. xyxy=(542,708,793,825)
ad-brand-clarke: CLARKE'S xyxy=(889,757,960,773)
ad-ref-blood: —See Deuteronomy, chap. xii., v 23. xyxy=(893,740,1050,752)
furniture-view: Furniture on View up to the Day of Sale. xyxy=(1126,1453,1509,1479)
general-stores: GENERAL STORES. xyxy=(1673,230,1767,243)
no-offer-refused: No Reasonable Offer Refused. xyxy=(1652,535,1788,548)
hazlett-purchase: MR. JAMES HAZLETT, having purchased the whole of the Property in the above Estate, comprising the BUSINESS PREMISES and STOCK, begs to intimate that he is now offering the same at Prices that will defy competition, and must command attention. xyxy=(1585,146,1856,210)
hardware: HARDWARE — Picks, Shovels, Sluicing Forks, and Household Ware, China, Glass, Lamps (a good variety), lot of timber, and the 1001 other things included in a good General Store. xyxy=(1585,316,1856,367)
vienna: Since the VIENNA EXHIBITION of 1873, where they were awarded "the Imperial Order of of Francis Joseph," the Grand Medals of Progress and Merit ; xyxy=(1585,650,1856,688)
ad-cure-item: Cures Cancerous Ulcers xyxy=(810,948,912,960)
auction-intro: BEGS to intimate to Persons seeking Well-established and Lucrative Businesses, and to Buyers generally, that having joined a Wholesale Firm in Dunedin, he is impelled to dispose of the Businesses conducted by him for the past 13 years at Clyde and Cromwell, and consequently has instructed MR. GEORGE FACHE to Sell the same by Public Auction, and that WITHOUT THE SLIGHTEST RESERVE, on the Dates as follows : xyxy=(1056,371,1578,428)
saddle-horses: HARNESS & SADDLE HORSES. xyxy=(1645,408,1795,420)
ad-cure-item: Cures Ulcerated Sores on the Neck xyxy=(810,883,959,895)
article-title-hindoo: A TOO SUSCEPTIBLE HINDOO. xyxy=(59,751,247,766)
ad-title-estate: IN THE ESTATE OF JAMES RIVERS, OF ALEXANDRA. xyxy=(1603,46,1837,76)
sale-now-on-body: And all in want of a bargain will do well to pay an early visit, as everything must be cleared off, and that quickly. xyxy=(1585,454,1856,479)
cromwell-more: 6-Cwt Weighing Machine, Waggon and Harness, One Large Safe, One Small Do, about 12 Good Useful Harness and Saddle Horses, Saddlery, and a Variety of Goods too numerous to particularise. xyxy=(1056,1362,1578,1390)
column-divider xyxy=(281,39,282,1960)
